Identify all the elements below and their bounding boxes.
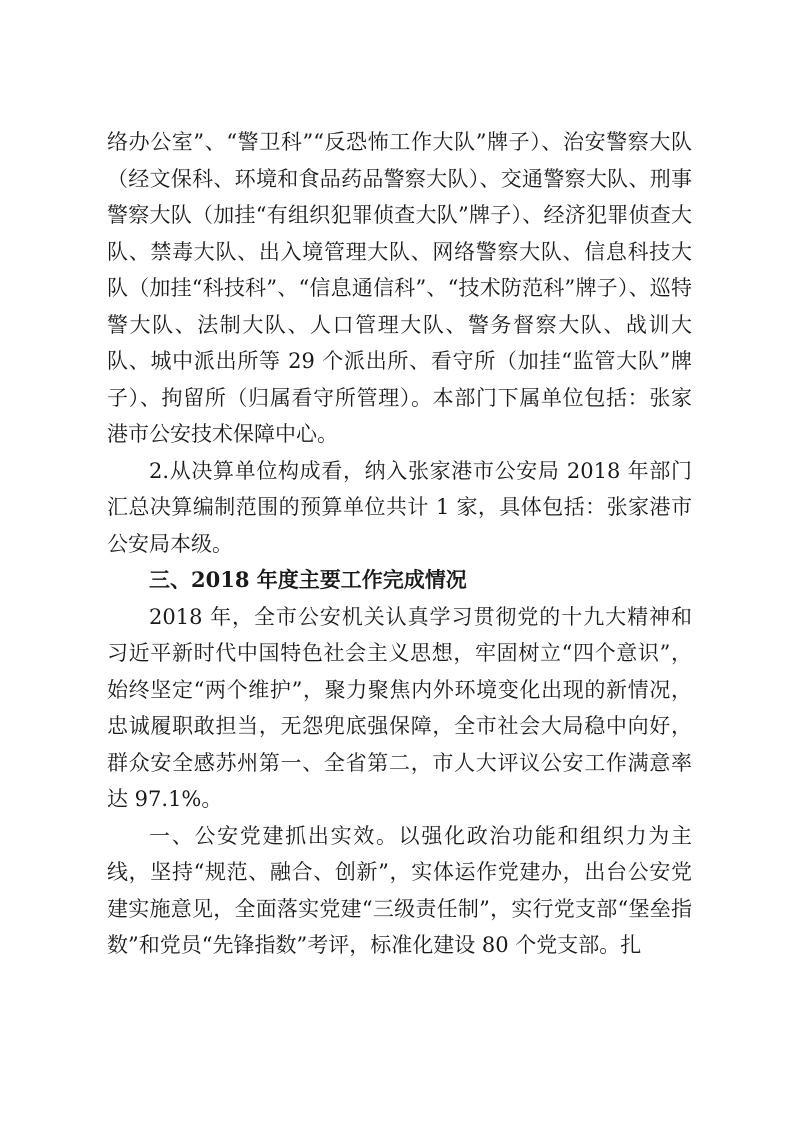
document-body [107, 124, 692, 964]
paragraph-org-structure-continued: 络办公室”、“警卫科”“反恐怖工作大队”牌子）、治安警察大队（经文保科、环境和食品药品警察大队）、交通警察大队、刑事警察大队（加挂“有组织犯罪侦查大队”牌子）、经济犯罪侦查大队、禁毒大队、出入境管理大队、网络警察大队、信息科技大队（加挂“科技科”、“信息通信科”、“技术防范科”牌子）、巡特警大队、法制大队、人口管理大队、警务督察大队、战训大队、城中派出所等 29 个派出所、看守所（加挂“监管大队”牌子）、拘留所（归属看守所管理）。本部门下属单位包括：张家港市公安技术保障中心。 [107, 130, 692, 446]
paragraph-budget-units: 2.从决算单位构成看，纳入张家港市公安局 2018 年部门汇总决算编制范围的预算单位共计 1 家，具体包括：张家港市公安局本级。 [107, 458, 692, 556]
section-heading-work-completion: 三、2018 年度主要工作完成情况 [149, 567, 467, 592]
paragraph-annual-summary: 2018 年，全市公安机关认真学习贯彻党的十九大精神和习近平新时代中国特色社会主义思想，牢固树立“四个意识”，始终坚定“两个维护”，聚力聚焦内外环境变化出现的新情况，忠诚履职敢担当，无怨兜底强保障，全市社会大局稳中向好，群众安全感苏州第一、全省第二，市人大评议公安工作满意率达 97.1%。 [107, 604, 692, 811]
paragraph-party-building: 一、公安党建抓出实效。以强化政治功能和组织力为主线，坚持“规范、融合、创新”，实体运作党建办，出台公安党建实施意见，全面落实党建“三级责任制”，实行党支部“堡垒指数”和党员“先锋指数”考评，标准化建设 80 个党支部。扎 [107, 823, 692, 957]
